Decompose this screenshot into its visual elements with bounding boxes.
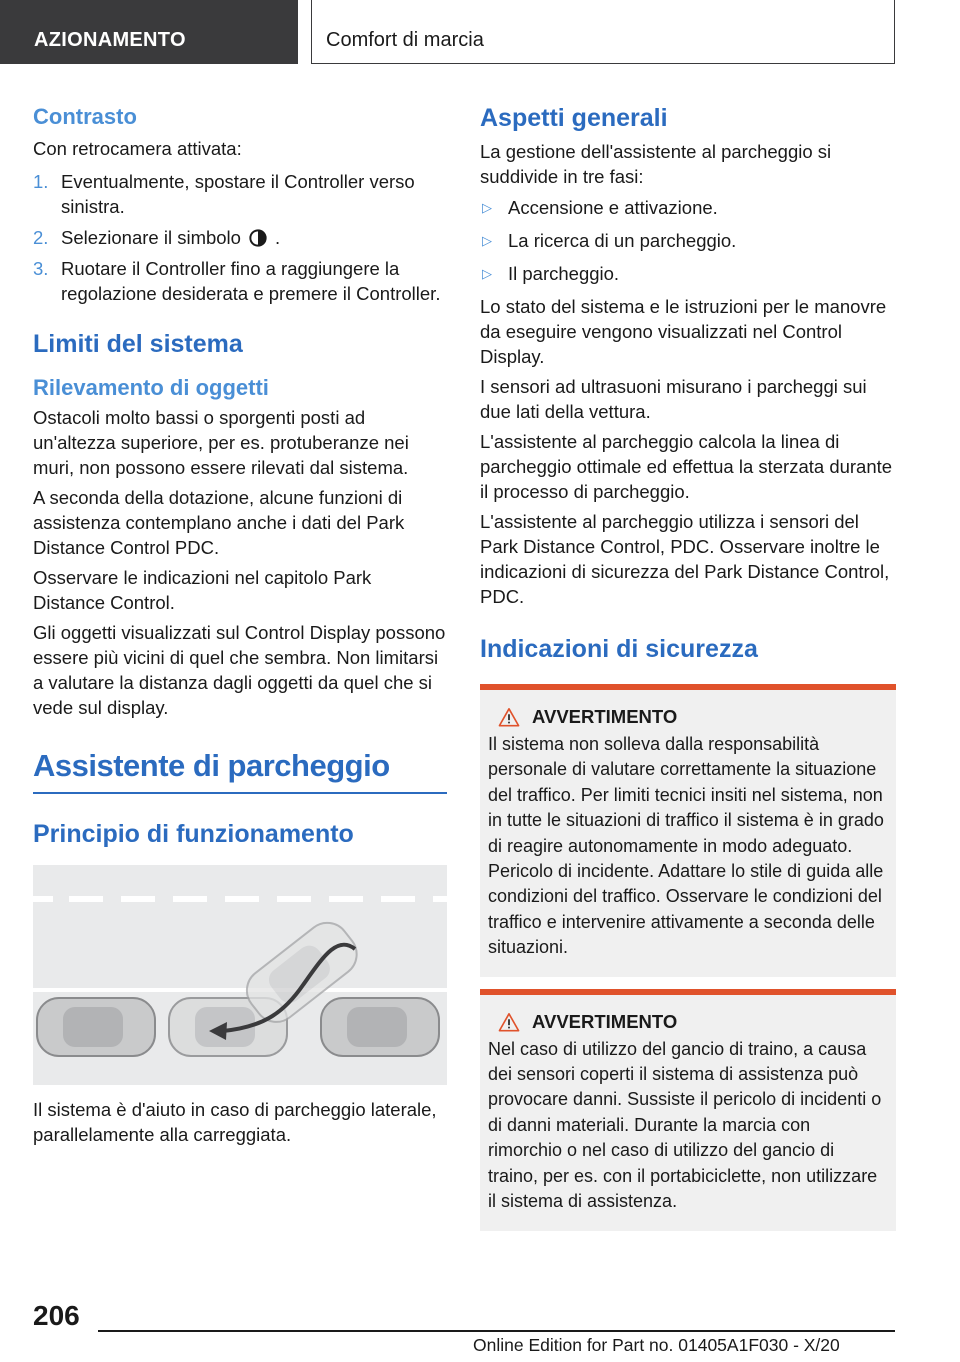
triangle-bullet-icon: ▷ (482, 266, 492, 281)
warning-title-row (488, 706, 888, 728)
step-text: Eventualmente, spostare il Controller verso sinistra. (61, 171, 415, 217)
phase-item (480, 261, 896, 286)
phases-list (480, 195, 896, 286)
detection-paragraph: Gli oggetti visualizzati sul Control Display possono essere più vicini di quel che sembra. Non limitarsi a valutare la distanza dagli oggetti da quel che si vede sul display. (33, 622, 446, 718)
contrast-intro: Con retrocamera attivata: (33, 138, 242, 159)
general-paragraph: Lo stato del sistema e le istruzioni per le manovre da eseguire vengono visualizzati nel Control Display. (480, 296, 887, 367)
limits-heading: Limiti del sistema (33, 330, 243, 358)
half-circle-contrast-icon (249, 229, 267, 247)
general-intro: La gestione dell'assistente al parcheggio si suddivide in tre fasi: (480, 141, 832, 187)
principle-text: Il sistema è d'aiuto in caso di parcheggio laterale, parallelamente alla carreggiata. (33, 1098, 437, 1145)
lane-dashes (33, 896, 447, 902)
header-chapter-title: Comfort di marcia (326, 29, 484, 51)
footer-edition: Online Edition for Part no. 01405A1F030 - X/20 (473, 1335, 840, 1355)
detection-paragraph: A seconda della dotazione, alcune funzioni di assistenza contemplano anche i dati del Park Distance Control PDC. (33, 487, 405, 558)
general-paragraph: L'assistente al parcheggio utilizza i sensori del Park Distance Control, PDC. Osservare inoltre le indicazioni di sicurezza del Park Distance Control, PDC. (480, 511, 890, 607)
triangle-bullet-icon: ▷ (482, 233, 492, 248)
right-column (480, 100, 896, 1231)
phase-text: La ricerca di un parcheggio. (508, 230, 737, 251)
warning-text: Nel caso di utilizzo del gancio di traino, a causa dei sensori coperti il sistema di assistenza può provocare danni. Sussiste il pericolo di incidenti o di danni materiali. Durante la marcia con rimorchio o nel caso di utilizzo del gancio di traino, per es. con il portabiciclette, non utilizzare il sistema di assistenza. (488, 1038, 882, 1212)
step-number: 2. (33, 227, 49, 248)
contrast-steps (33, 169, 447, 306)
step-text: Ruotare il Controller fino a raggiungere la regolazione desiderata e premere il Controller. (61, 258, 441, 304)
step-item (33, 169, 447, 219)
parked-car-left (37, 998, 155, 1056)
page-number: 206 (33, 1300, 80, 1331)
header-section-title: AZIONAMENTO (34, 29, 186, 51)
phase-text: Il parcheggio. (508, 263, 620, 284)
warning-triangle-icon (498, 1012, 520, 1032)
detection-paragraph: Osservare le indicazioni nel capitolo Park Distance Control. (33, 567, 372, 613)
principle-heading: Principio di funzionamento (33, 819, 354, 848)
warning-title: AVVERTIMENTO (532, 1010, 678, 1032)
phase-item (480, 228, 896, 253)
step-number: 3. (33, 258, 49, 279)
warning-title: AVVERTIMENTO (532, 706, 678, 727)
header-section-tab (0, 0, 298, 64)
general-paragraph: I sensori ad ultrasuoni misurano i parcheggi sui due lati della vettura. (480, 376, 867, 422)
warning-title-row (488, 1011, 888, 1033)
general-aspects-heading: Aspetti generali (480, 104, 668, 132)
phase-item (480, 195, 896, 220)
warning-box (480, 684, 896, 977)
detection-heading: Rilevamento di oggetti (33, 375, 269, 400)
contrast-heading: Contrasto (33, 104, 137, 129)
warning-triangle-icon (498, 707, 520, 727)
left-column (33, 100, 447, 1152)
footer-rule (98, 1330, 895, 1332)
parking-illustration (33, 865, 447, 1085)
warning-text: Il sistema non solleva dalla responsabilità personale di valutare correttamente la situazione del traffico. Per limiti tecnici insiti nel sistema, non in tutte le situazioni di traffico il sistema è in grado di reagire autonomamente in modo adeguato. Pericolo di incidente. Adattare lo stile di guida alle condizioni del traffico. Osservare le condizioni del traffico e intervenire attivamente a seconda delle situazioni. (488, 734, 884, 958)
heading-rule (33, 792, 447, 794)
step-item (33, 225, 447, 250)
triangle-bullet-icon: ▷ (482, 200, 492, 215)
parking-assistant-heading: Assistente di parcheggio (33, 748, 390, 783)
header-chapter-tab (311, 0, 895, 64)
warning-box (480, 989, 896, 1231)
phase-text: Accensione e attivazione. (508, 197, 718, 218)
detection-paragraph: Ostacoli molto bassi o sporgenti posti ad un'altezza superiore, per es. protuberanze nei muri, non possono essere rilevati dal sistema. (33, 407, 409, 478)
step-item (33, 256, 447, 306)
safety-heading: Indicazioni di sicurezza (480, 635, 758, 663)
parked-car-right (321, 998, 439, 1056)
step-text-end: . (274, 227, 281, 248)
parallel-parking-diagram (33, 865, 447, 1085)
step-number: 1. (33, 171, 49, 192)
general-paragraph: L'assistente al parcheggio calcola la linea di parcheggio ottimale ed effettua la sterzata durante il processo di parcheggio. (480, 431, 893, 502)
step-text: Selezionare il simbolo (61, 227, 241, 248)
